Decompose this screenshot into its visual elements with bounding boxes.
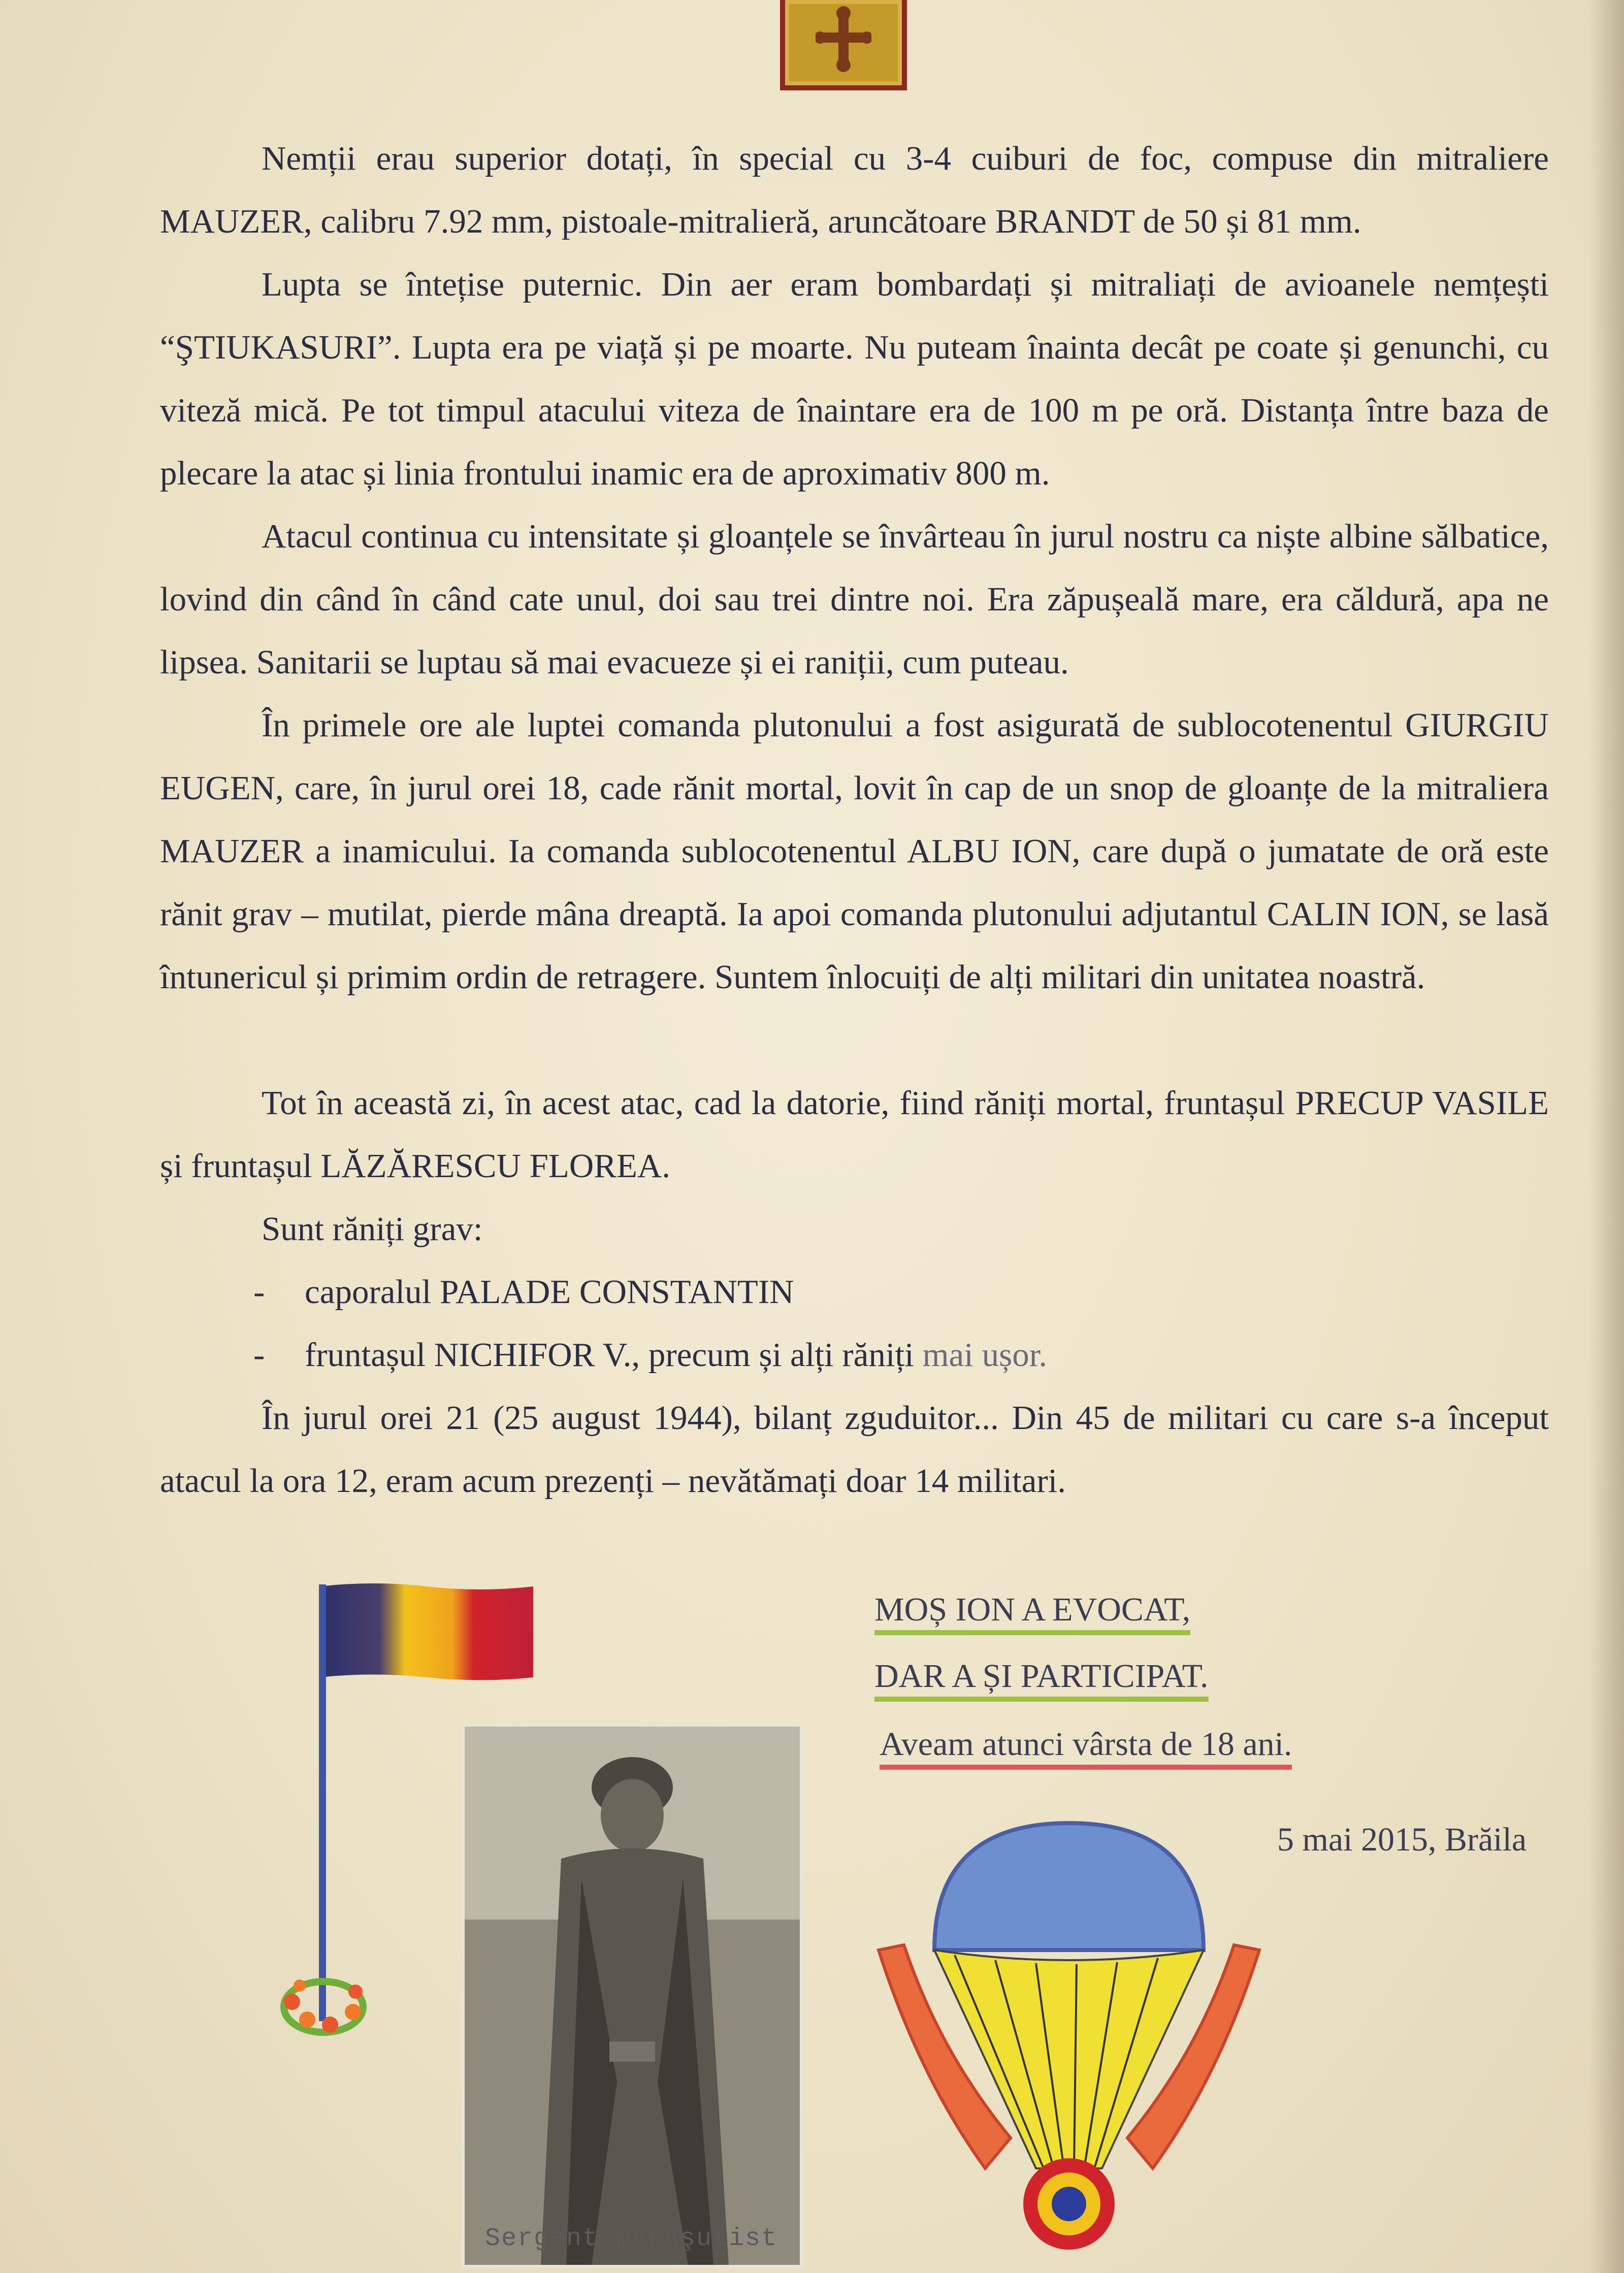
photo-caption: Sergent paraşutist <box>485 2224 778 2253</box>
paragraph-4: În primele ore ale luptei comanda plutonului a fost asigurată de sublocotenentul GIURGIU EUGEN, care, în jurul orei 18, cade rănit mortal, lovit în cap de un snop de gloanțe de la mitraliera MAUZER a inamicului. Ia comanda sublocotenentul ALBU ION, care după o jumatate de oră este rănit grav – mutilat, pierde mâna dreaptă. Ia apoi comanda plutonului adjutantul CALIN ION, se lasă întunericul și primim ordin de retragere. Suntem înlocuiți de alți militari din unitatea noastră. <box>160 706 1549 996</box>
flower-wreath-icon <box>279 1971 368 2037</box>
note-line-3 <box>880 1711 1292 1777</box>
parachute-badge-icon <box>858 1813 1280 2270</box>
cross-icon <box>816 6 871 72</box>
cross-ornament <box>780 0 907 90</box>
list-item-text-main: fruntașul NICHIFOR V., precum și alți răniți <box>305 1336 923 1374</box>
note-line-2 <box>874 1643 1209 1709</box>
flag-pole <box>319 1584 326 2021</box>
romanian-flag <box>317 1583 536 1683</box>
list-item-text: caporalul PALADE CONSTANTIN <box>305 1273 794 1311</box>
soldier-photo <box>465 1727 800 2265</box>
date-place: 5 mai 2015, Brăila <box>1277 1821 1527 1858</box>
paragraph-5: Tot în această zi, în acest atac, cad la datorie, fiind răniți mortal, fruntașul PRECUP VASILE și fruntașul LĂZĂRESCU FLOREA. <box>160 1084 1549 1185</box>
page-edge-shadow <box>1588 0 1624 2273</box>
list-dash: - <box>253 1273 265 1311</box>
list-item-text-faded: mai ușor. <box>922 1336 1048 1374</box>
list-item-text <box>305 1323 1047 1386</box>
paragraph-2: Lupta se întețise puternic. Din aer eram bombardați și mitraliați de avioanele nemțești “ŞTIUKASURI”. Lupta era pe viață și pe moarte. Nu puteam înainta decât pe coate și genunchi, cu viteză mică. Pe tot timpul atacului viteza de înaintare era de 100 m pe oră. Distanța între baza de plecare la atac și linia frontului inamic era de aproximativ 800 m. <box>160 266 1549 492</box>
note-line-2-text: DAR A ȘI PARTICIPAT. <box>874 1658 1209 1702</box>
note-line-1 <box>874 1577 1190 1643</box>
paragraph-3: Atacul continua cu intensitate și gloanțele se învârteau în jurul nostru ca niște albine sălbatice, lovind din când în când cate unul, doi sau trei dintre noi. Era zăpușeală mare, era căldură, apa ne lipsea. Sanitarii se luptau să mai evacueze și ei raniții, cum puteau. <box>160 517 1549 681</box>
paragraph-wounded-heading: Sunt răniți grav: <box>262 1210 483 1248</box>
note-line-3-text: Aveam atunci vârsta de 18 ani. <box>880 1726 1292 1770</box>
paragraph-7: În jurul orei 21 (25 august 1944), bilanț zguduitor... Din 45 de militari cu care s-a început atacul la ora 12, eram acum prezenți – nevătămați doar 14 militari. <box>160 1399 1549 1500</box>
paratrooper-portrait-image <box>465 1727 800 2265</box>
note-line-1-text: MOȘ ION A EVOCAT, <box>874 1591 1190 1635</box>
list-dash: - <box>253 1336 265 1374</box>
paragraph-1: Nemții erau superior dotați, în special cu 3-4 cuiburi de foc, compuse din mitraliere MAUZER, calibru 7.92 mm, pistoale-mitralieră, aruncătoare BRANDT de 50 și 81 mm. <box>160 140 1549 240</box>
